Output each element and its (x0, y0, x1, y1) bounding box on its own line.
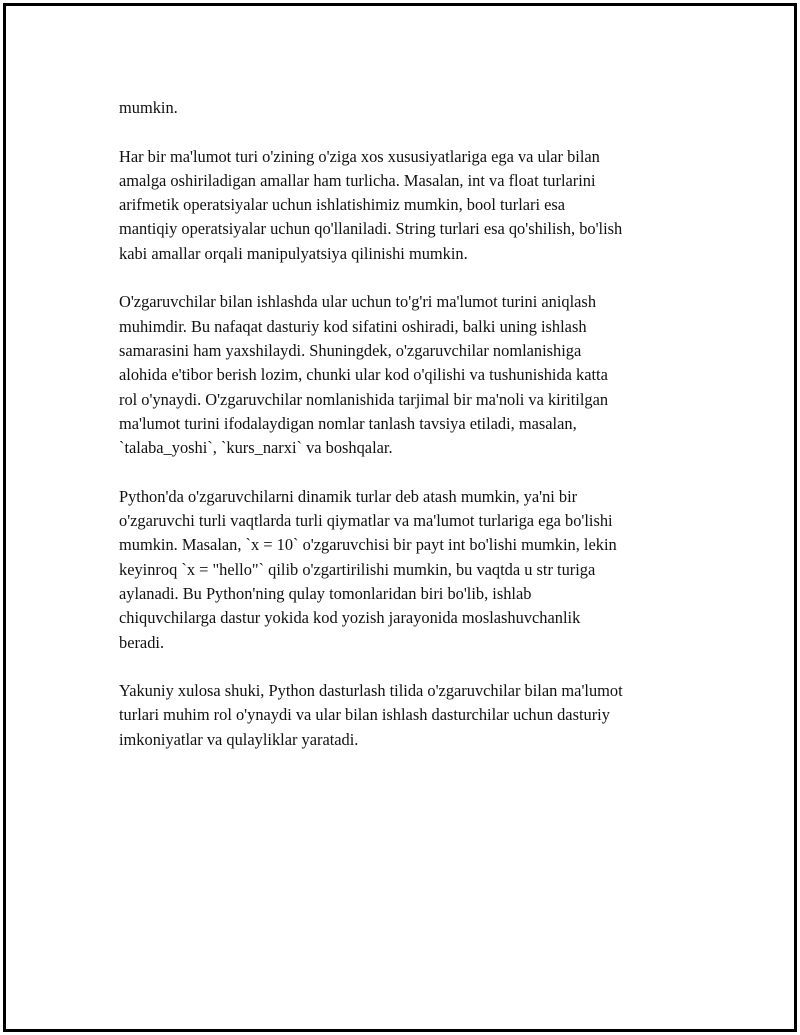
text-line: turlari muhim rol o'ynaydi va ular bilan ishlash dasturchilar uchun dasturiy (119, 705, 610, 725)
paragraph-2 (119, 145, 691, 266)
text-line: beradi. (119, 632, 165, 652)
text-line: aylanadi. Bu Python'ning qulay tomonlaridan biri bo'lib, ishlab (119, 583, 532, 603)
text-line: imkoniyatlar va qulayliklar yaratadi. (119, 729, 359, 749)
text-line: Har bir ma'lumot turi o'zining o'ziga xos xususiyatlariga ega va ular bilan (119, 146, 600, 166)
text-line: alohida e'tibor berish lozim, chunki ular kod o'qilishi va tushunishida katta (119, 365, 608, 385)
paragraph-4 (119, 485, 691, 655)
text-line: samarasini ham yaxshilaydi. Shuningdek, o'zgaruvchilar nomlanishiga (119, 340, 582, 360)
text-line: Python'da o'zgaruvchilarni dinamik turlar deb atash mumkin, ya'ni bir (119, 486, 578, 506)
text-line: kabi amallar orqali manipulyatsiya qilinishi mumkin. (119, 243, 468, 263)
paragraph-1 (119, 96, 691, 120)
text-line: rol o'ynaydi. O'zgaruvchilar nomlanishida tarjimal bir ma'noli va kiritilgan (119, 389, 609, 409)
text-line: chiquvchilarga dastur yokida kod yozish jarayonida moslashuvchanlik (119, 608, 581, 628)
text-line: arifmetik operatsiyalar uchun ishlatishimiz mumkin, bool turlari esa (119, 195, 566, 215)
text-line: mumkin. Masalan, `x = 10` o'zgaruvchisi bir payt int bo'lishi mumkin, lekin (119, 535, 617, 555)
paragraph-3 (119, 290, 691, 460)
text-line: mumkin. (119, 98, 178, 117)
text-line: `talaba_yoshi`, `kurs_narxi` va boshqalar. (119, 438, 393, 458)
text-line: amalga oshiriladigan amallar ham turlicha. Masalan, int va float turlarini (119, 170, 596, 190)
text-line: Yakuniy xulosa shuki, Python dasturlash tilida o'zgaruvchilar bilan ma'lumot (119, 681, 623, 701)
paragraph-5 (119, 679, 691, 752)
text-line: o'zgaruvchi turli vaqtlarda turli qiymatlar va ma'lumot turlariga ega bo'lishi (119, 511, 613, 531)
text-line: ma'lumot turini ifodalaydigan nomlar tanlash tavsiya etiladi, masalan, (119, 413, 577, 433)
document-page (3, 3, 797, 1032)
text-line: mantiqiy operatsiyalar uchun qo'llaniladi. String turlari esa qo'shilish, bo'lish (119, 219, 623, 239)
text-line: O'zgaruvchilar bilan ishlashda ular uchun to'g'ri ma'lumot turini aniqlash (119, 292, 597, 312)
text-line: keyinroq `x = "hello"` qilib o'zgartirilishi mumkin, bu vaqtda u str turiga (119, 559, 596, 579)
document-body (119, 96, 691, 776)
text-line: muhimdir. Bu nafaqat dasturiy kod sifatini oshiradi, balki uning ishlash (119, 316, 587, 336)
